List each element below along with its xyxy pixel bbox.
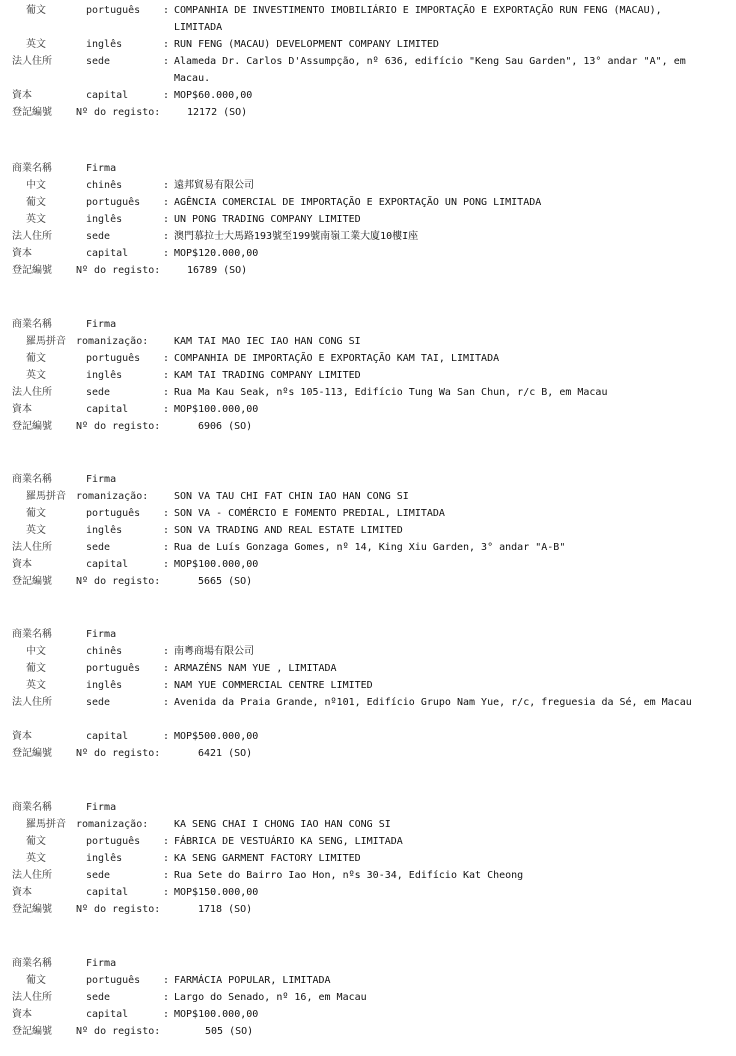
field-row-sede: [12, 228, 732, 245]
colon-separator: :: [163, 180, 170, 191]
field-label-pt: português: [86, 975, 141, 986]
field-label-zh: 法人住所: [12, 387, 52, 398]
field-row-registo: [12, 745, 732, 762]
field-row-romanizacao: [12, 816, 732, 833]
field-label-zh: 葡文: [26, 353, 46, 364]
field-label-pt: Nº do registo:: [76, 904, 161, 915]
field-label-pt: Nº do registo:: [76, 265, 161, 276]
field-row-english: [12, 36, 732, 53]
field-label-zh: 法人住所: [12, 697, 52, 708]
field-label-pt: capital: [86, 887, 129, 898]
field-label-zh: 葡文: [26, 197, 46, 208]
field-row-portuguese: [12, 505, 732, 522]
field-value: MOP$150.000,00: [174, 887, 259, 898]
field-row-sede: [12, 539, 732, 556]
field-value: KA SENG GARMENT FACTORY LIMITED: [174, 853, 361, 864]
field-label-zh: 資本: [12, 559, 32, 570]
colon-separator: :: [163, 387, 170, 398]
field-label-zh: 資本: [12, 404, 32, 415]
colon-separator: :: [163, 404, 170, 415]
field-value: ARMAZÉNS NAM YUE , LIMITADA: [174, 663, 337, 674]
colon-separator: :: [163, 197, 170, 208]
field-value: MOP$120.000,00: [174, 248, 259, 259]
field-row-english: [12, 211, 732, 228]
field-row-capital: [12, 556, 732, 573]
field-label-zh: 法人住所: [12, 542, 52, 553]
field-label-zh: 法人住所: [12, 870, 52, 881]
field-label-zh: 中文: [26, 646, 46, 657]
field-value: MOP$100.000,00: [174, 404, 259, 415]
field-label-pt: sede: [86, 697, 111, 708]
field-row-capital: [12, 1006, 732, 1023]
field-label-pt: chinês: [86, 180, 123, 191]
field-label-zh: 法人住所: [12, 56, 52, 67]
field-label-pt: capital: [86, 1009, 129, 1020]
field-value: UN PONG TRADING COMPANY LIMITED: [174, 214, 361, 225]
field-value: 遠邦貿易有限公司: [174, 180, 254, 191]
field-label-zh: 資本: [12, 1009, 32, 1020]
header-label-pt: Firma: [86, 474, 117, 485]
field-label-pt: capital: [86, 248, 129, 259]
entry-header: [12, 316, 732, 333]
header-label-zh: 商業名稱: [12, 958, 52, 969]
field-label-zh: 葡文: [26, 663, 46, 674]
colon-separator: :: [163, 248, 170, 259]
field-value: 5665 (SO): [198, 576, 253, 587]
field-row-portuguese: [12, 972, 732, 989]
field-label-zh: 葡文: [26, 836, 46, 847]
field-value: 1718 (SO): [198, 904, 253, 915]
field-label-pt: sede: [86, 542, 111, 553]
field-row-registo: [12, 104, 732, 121]
field-label-pt: romanização:: [76, 819, 149, 830]
field-value: AGÊNCIA COMERCIAL DE IMPORTAÇÃO E EXPORTAÇÃO UN PONG LIMITADA: [174, 197, 542, 208]
colon-separator: :: [163, 370, 170, 381]
field-label-pt: capital: [86, 559, 129, 570]
field-value: SON VA - COMÉRCIO E FOMENTO PREDIAL, LIMITADA: [174, 508, 445, 519]
colon-separator: :: [163, 508, 170, 519]
colon-separator: :: [163, 697, 170, 708]
colon-separator: :: [163, 353, 170, 364]
field-label-zh: 登記編號: [12, 576, 52, 587]
header-label-zh: 商業名稱: [12, 802, 52, 813]
field-value: MOP$100.000,00: [174, 1009, 259, 1020]
field-label-pt: capital: [86, 404, 129, 415]
colon-separator: :: [163, 853, 170, 864]
field-value: Rua de Luís Gonzaga Gomes, nº 14, King Xiu Garden, 3° andar "A-B": [174, 542, 566, 553]
header-label-pt: Firma: [86, 958, 117, 969]
header-label-pt: Firma: [86, 319, 117, 330]
field-label-zh: 英文: [26, 680, 46, 691]
field-label-pt: Nº do registo:: [76, 748, 161, 759]
field-value: 16789 (SO): [187, 265, 248, 276]
field-label-pt: capital: [86, 90, 129, 101]
field-row-portuguese: [12, 660, 732, 677]
field-value: Rua Ma Kau Seak, nºs 105-113, Edifício Tung Wa San Chun, r/c B, em Macau: [174, 387, 608, 398]
entry-header: [12, 955, 732, 972]
registry-entry: [12, 316, 732, 435]
field-label-zh: 資本: [12, 90, 32, 101]
field-label-zh: 葡文: [26, 508, 46, 519]
field-row-portuguese: [12, 194, 732, 211]
header-label-pt: Firma: [86, 802, 117, 813]
header-label-zh: 商業名稱: [12, 629, 52, 640]
field-row-romanizacao: [12, 488, 732, 505]
field-label-zh: 登記編號: [12, 1026, 52, 1037]
colon-separator: :: [163, 887, 170, 898]
field-label-zh: 資本: [12, 248, 32, 259]
field-label-zh: 羅馬拼音: [26, 491, 66, 502]
field-value: RUN FENG (MACAU) DEVELOPMENT COMPANY LIMITED: [174, 39, 439, 50]
field-label-pt: português: [86, 5, 141, 16]
field-row-capital: [12, 728, 732, 745]
field-row-romanizacao: [12, 333, 732, 350]
field-label-pt: capital: [86, 731, 129, 742]
field-label-zh: 英文: [26, 853, 46, 864]
colon-separator: :: [163, 731, 170, 742]
field-label-pt: sede: [86, 56, 111, 67]
colon-separator: :: [163, 5, 170, 16]
field-row-registo: [12, 418, 732, 435]
field-row-sede: [12, 694, 732, 728]
registry-entry: [12, 160, 732, 279]
field-value: Largo do Senado, nº 16, em Macau: [174, 992, 367, 1003]
field-label-pt: Nº do registo:: [76, 421, 161, 432]
field-label-pt: Nº do registo:: [76, 107, 161, 118]
field-label-pt: inglês: [86, 680, 123, 691]
colon-separator: :: [163, 680, 170, 691]
field-row-sede: [12, 867, 732, 884]
field-row-registo: [12, 901, 732, 918]
field-row-capital: [12, 884, 732, 901]
field-label-zh: 法人住所: [12, 992, 52, 1003]
field-value: MOP$100.000,00: [174, 559, 259, 570]
field-value: SON VA TRADING AND REAL ESTATE LIMITED: [174, 525, 403, 536]
colon-separator: :: [163, 39, 170, 50]
field-row-english: [12, 522, 732, 539]
field-row-registo: [12, 262, 732, 279]
registry-entry: [12, 955, 732, 1040]
field-row-registo: [12, 573, 732, 590]
field-value: SON VA TAU CHI FAT CHIN IAO HAN CONG SI: [174, 491, 409, 502]
field-label-pt: português: [86, 508, 141, 519]
field-label-zh: 登記編號: [12, 904, 52, 915]
field-label-zh: 資本: [12, 731, 32, 742]
field-label-zh: 登記編號: [12, 265, 52, 276]
field-label-pt: inglês: [86, 853, 123, 864]
colon-separator: :: [163, 56, 170, 67]
registry-entry: [12, 626, 732, 762]
field-row-capital: [12, 87, 732, 104]
colon-separator: :: [163, 542, 170, 553]
field-value: KA SENG CHAI I CHONG IAO HAN CONG SI: [174, 819, 391, 830]
field-label-zh: 登記編號: [12, 421, 52, 432]
colon-separator: :: [163, 836, 170, 847]
field-value: Alameda Dr. Carlos D'Assumpção, nº 636, edifício "Keng Sau Garden", 13° andar "A", em Macau.: [174, 56, 686, 84]
field-label-zh: 葡文: [26, 5, 46, 16]
colon-separator: :: [163, 663, 170, 674]
field-value: KAM TAI TRADING COMPANY LIMITED: [174, 370, 361, 381]
field-value: 澳門慕拉士大馬路193號至199號南嶺工業大廈10樓I座: [174, 231, 419, 242]
field-label-pt: sede: [86, 870, 111, 881]
field-value: 南粵商場有限公司: [174, 646, 254, 657]
field-row-sede: [12, 53, 732, 87]
header-label-zh: 商業名稱: [12, 474, 52, 485]
field-row-sede: [12, 384, 732, 401]
registry-entry: [12, 799, 732, 918]
field-row-english: [12, 850, 732, 867]
field-label-pt: Nº do registo:: [76, 1026, 161, 1037]
field-value: FARMÁCIA POPULAR, LIMITADA: [174, 975, 331, 986]
colon-separator: :: [163, 646, 170, 657]
field-value: MOP$500.000,00: [174, 731, 259, 742]
field-label-pt: português: [86, 353, 141, 364]
field-row-registo: [12, 1023, 732, 1040]
field-row-sede: [12, 989, 732, 1006]
field-label-zh: 登記編號: [12, 748, 52, 759]
field-label-pt: inglês: [86, 39, 123, 50]
header-label-pt: Firma: [86, 629, 117, 640]
colon-separator: :: [163, 975, 170, 986]
field-label-zh: 英文: [26, 39, 46, 50]
field-value: Avenida da Praia Grande, nº101, Edifício Grupo Nam Yue, r/c, freguesia da Sé, em Macau: [174, 697, 692, 708]
registry-entry: [12, 471, 732, 590]
field-label-zh: 羅馬拼音: [26, 819, 66, 830]
entry-header: [12, 626, 732, 643]
field-value: 12172 (SO): [187, 107, 248, 118]
field-row-portuguese: [12, 350, 732, 367]
colon-separator: :: [163, 559, 170, 570]
field-label-pt: português: [86, 836, 141, 847]
colon-separator: :: [163, 992, 170, 1003]
field-row-portuguese: [12, 2, 732, 36]
field-label-zh: 中文: [26, 180, 46, 191]
field-label-zh: 英文: [26, 525, 46, 536]
entry-header: [12, 471, 732, 488]
field-row-capital: [12, 401, 732, 418]
field-label-zh: 英文: [26, 370, 46, 381]
field-value: COMPANHIA DE IMPORTAÇÃO E EXPORTAÇÃO KAM TAI, LIMITADA: [174, 353, 500, 364]
field-row-capital: [12, 245, 732, 262]
field-label-pt: Nº do registo:: [76, 576, 161, 587]
field-value: KAM TAI MAO IEC IAO HAN CONG SI: [174, 336, 361, 347]
field-label-pt: inglês: [86, 525, 123, 536]
field-row-portuguese: [12, 833, 732, 850]
field-row-chinese: [12, 643, 732, 660]
field-row-english: [12, 367, 732, 384]
colon-separator: :: [163, 525, 170, 536]
field-label-pt: sede: [86, 231, 111, 242]
entry-header: [12, 160, 732, 177]
field-value: Rua Sete do Bairro Iao Hon, nºs 30-34, Edifício Kat Cheong: [174, 870, 524, 881]
field-label-pt: chinês: [86, 646, 123, 657]
field-label-pt: sede: [86, 992, 111, 1003]
field-value: FÁBRICA DE VESTUÁRIO KA SENG, LIMITADA: [174, 836, 403, 847]
field-label-pt: português: [86, 197, 141, 208]
colon-separator: :: [163, 1009, 170, 1020]
field-label-pt: português: [86, 663, 141, 674]
field-row-chinese: [12, 177, 732, 194]
header-label-zh: 商業名稱: [12, 319, 52, 330]
colon-separator: :: [163, 870, 170, 881]
field-value: NAM YUE COMMERCIAL CENTRE LIMITED: [174, 680, 373, 691]
entry-header: [12, 799, 732, 816]
registry-entry: [12, 2, 732, 121]
field-value: MOP$60.000,00: [174, 90, 253, 101]
header-label-zh: 商業名稱: [12, 163, 52, 174]
colon-separator: :: [163, 214, 170, 225]
field-label-zh: 葡文: [26, 975, 46, 986]
header-label-pt: Firma: [86, 163, 117, 174]
field-label-zh: 羅馬拼音: [26, 336, 66, 347]
field-label-zh: 法人住所: [12, 231, 52, 242]
field-value: 6906 (SO): [198, 421, 253, 432]
field-value: COMPANHIA DE INVESTIMENTO IMOBILIÁRIO E IMPORTAÇÃO E EXPORTAÇÃO RUN FENG (MACAU), LIMITADA: [174, 5, 662, 33]
field-label-zh: 登記編號: [12, 107, 52, 118]
field-label-pt: romanização:: [76, 491, 149, 502]
field-label-pt: sede: [86, 387, 111, 398]
field-row-english: [12, 677, 732, 694]
field-label-pt: inglês: [86, 214, 123, 225]
field-label-pt: inglês: [86, 370, 123, 381]
field-label-zh: 英文: [26, 214, 46, 225]
colon-separator: :: [163, 231, 170, 242]
field-value: 6421 (SO): [198, 748, 253, 759]
field-label-zh: 資本: [12, 887, 32, 898]
colon-separator: :: [163, 90, 170, 101]
field-value: 505 (SO): [205, 1026, 254, 1037]
field-label-pt: romanização:: [76, 336, 149, 347]
